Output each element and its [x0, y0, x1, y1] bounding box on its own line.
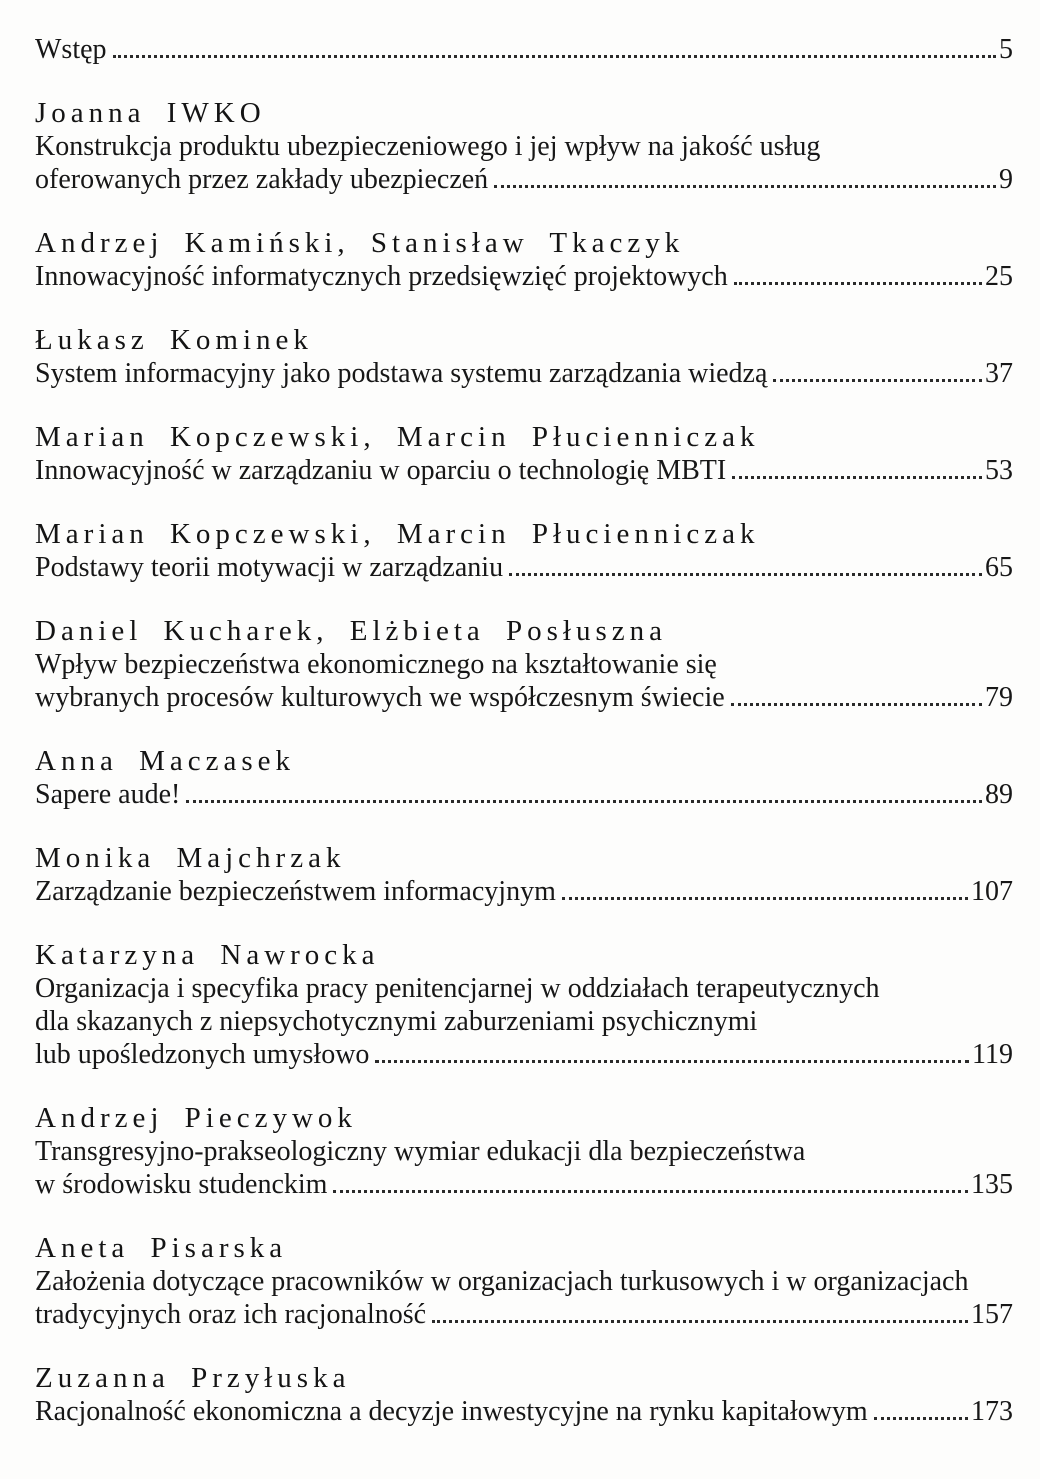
- toc-title-text: wybranych procesów kulturowych we współczesnym świecie: [35, 682, 725, 713]
- toc-entry: [35, 744, 1013, 811]
- toc-entry: [35, 1101, 1013, 1201]
- toc-author: Joanna IWKO: [35, 97, 266, 129]
- toc-entry: [35, 938, 1013, 1071]
- toc-title-text: lub upośledzonych umysłowo: [35, 1039, 370, 1070]
- toc-entry-line: [35, 357, 1013, 390]
- toc-title-text: Racjonalność ekonomiczna a decyzje inwestycyjne na rynku kapitałowym: [35, 1396, 868, 1427]
- toc-entry: [35, 1231, 1013, 1331]
- toc-title-text: System informacyjny jako podstawa systemu zarządzania wiedzą: [35, 358, 768, 389]
- table-of-contents-page: [35, 33, 1013, 1428]
- dot-leader: [432, 1320, 968, 1323]
- toc-entry: [35, 96, 1013, 196]
- toc-author: Andrzej Pieczywok: [35, 1102, 357, 1134]
- toc-page-number: 65: [985, 552, 1013, 583]
- toc-title-text: oferowanych przez zakłady ubezpieczeń: [35, 164, 489, 195]
- dot-leader: [375, 1060, 969, 1063]
- toc-title-line: Założenia dotyczące pracowników w organizacjach turkusowych i w organizacjach: [35, 1266, 969, 1297]
- toc-title-line: Transgresyjno-prakseologiczny wymiar edukacji dla bezpieczeństwa: [35, 1136, 806, 1167]
- toc-entry: [35, 420, 1013, 487]
- toc-page-number: 37: [985, 358, 1013, 389]
- dot-leader: [734, 282, 982, 285]
- toc-author: Łukasz Kominek: [35, 324, 313, 356]
- toc-entry-line: [35, 1168, 1013, 1201]
- toc-page-number: 157: [971, 1299, 1013, 1330]
- toc-entry-line: [35, 1395, 1013, 1428]
- toc-page-number: 173: [971, 1396, 1013, 1427]
- toc-entry-line: [35, 33, 1013, 66]
- toc-title-text: Zarządzanie bezpieczeństwem informacyjnym: [35, 876, 556, 907]
- toc-title-text: Sapere aude!: [35, 779, 181, 810]
- toc-author: Anna Maczasek: [35, 745, 295, 777]
- toc-entry-line: [35, 551, 1013, 584]
- toc-entry-line: [35, 1038, 1013, 1071]
- dot-leader: [186, 800, 982, 803]
- toc-entry: [35, 614, 1013, 714]
- toc-entry-line: [35, 260, 1013, 293]
- dot-leader: [732, 476, 982, 479]
- toc-author: Daniel Kucharek, Elżbieta Posłuszna: [35, 615, 668, 647]
- toc-entry: [35, 841, 1013, 908]
- toc-page-number: 5: [999, 34, 1013, 65]
- dot-leader: [773, 379, 982, 382]
- dot-leader: [113, 55, 996, 58]
- toc-entry: [35, 1361, 1013, 1428]
- dot-leader: [333, 1190, 968, 1193]
- toc-title-text: tradycyjnych oraz ich racjonalność: [35, 1299, 427, 1330]
- toc-page-number: 79: [985, 682, 1013, 713]
- toc-page-number: 135: [971, 1169, 1013, 1200]
- toc-entry-line: [35, 778, 1013, 811]
- dot-leader: [509, 573, 982, 576]
- toc-title-text: w środowisku studenckim: [35, 1169, 328, 1200]
- toc-title-text: Wstęp: [35, 34, 107, 65]
- toc-title-text: Innowacyjność w zarządzaniu w oparciu o technologię MBTI: [35, 455, 727, 486]
- toc-entry: [35, 323, 1013, 390]
- toc-entry: [35, 517, 1013, 584]
- toc-title-line: Organizacja i specyfika pracy penitencjarnej w oddziałach terapeutycznych: [35, 973, 880, 1004]
- toc-author: Monika Majchrzak: [35, 842, 346, 874]
- toc-title-line: Wpływ bezpieczeństwa ekonomicznego na kształtowanie się: [35, 649, 717, 680]
- toc-author: Zuzanna Przyłuska: [35, 1362, 351, 1394]
- toc-author: Katarzyna Nawrocka: [35, 939, 380, 971]
- toc-title-text: Podstawy teorii motywacji w zarządzaniu: [35, 552, 504, 583]
- toc-page-number: 25: [985, 261, 1013, 292]
- toc-entry-line: [35, 163, 1013, 196]
- toc-title-line: Konstrukcja produktu ubezpieczeniowego i jej wpływ na jakość usług: [35, 131, 821, 162]
- toc-author: Marian Kopczewski, Marcin Płucienniczak: [35, 421, 760, 453]
- toc-entry-line: [35, 454, 1013, 487]
- toc-entry: [35, 33, 1013, 66]
- toc-entry-line: [35, 681, 1013, 714]
- toc-author: Marian Kopczewski, Marcin Płucienniczak: [35, 518, 760, 550]
- toc-author: Andrzej Kamiński, Stanisław Tkaczyk: [35, 227, 685, 259]
- toc-title-text: Innowacyjność informatycznych przedsięwzięć projektowych: [35, 261, 728, 292]
- dot-leader: [562, 897, 968, 900]
- toc-page-number: 9: [999, 164, 1013, 195]
- toc-entry-line: [35, 1298, 1013, 1331]
- toc-page-number: 53: [985, 455, 1013, 486]
- toc-title-line: dla skazanych z niepsychotycznymi zaburzeniami psychicznymi: [35, 1006, 758, 1037]
- dot-leader: [874, 1417, 968, 1420]
- toc-author: Aneta Pisarska: [35, 1232, 288, 1264]
- toc-entry: [35, 226, 1013, 293]
- dot-leader: [494, 185, 996, 188]
- dot-leader: [731, 703, 982, 706]
- toc-page-number: 89: [985, 779, 1013, 810]
- toc-page-number: 107: [971, 876, 1013, 907]
- toc-entry-line: [35, 875, 1013, 908]
- toc-page-number: 119: [972, 1039, 1013, 1070]
